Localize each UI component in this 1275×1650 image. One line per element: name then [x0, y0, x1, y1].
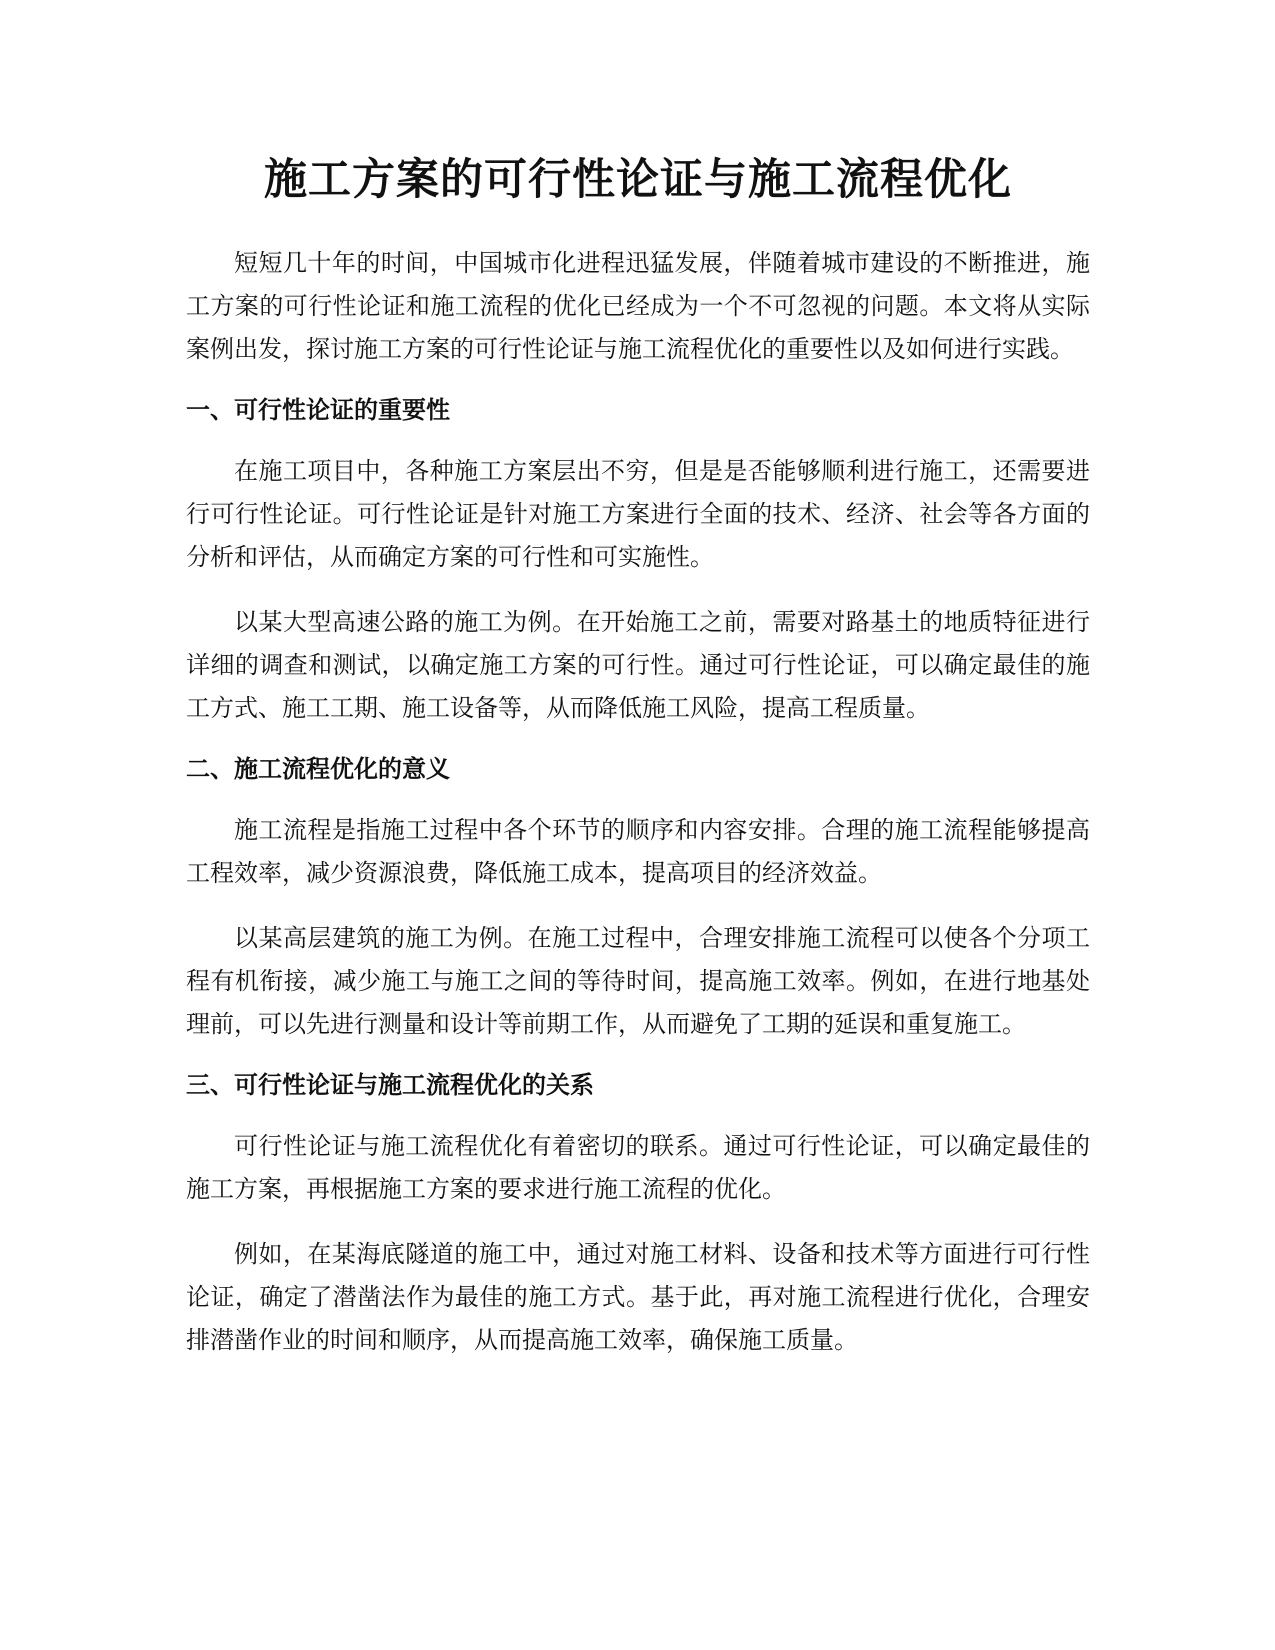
section-1-paragraph-1: 在施工项目中，各种施工方案层出不穷，但是是否能够顺利进行施工，还需要进行可行性论证。可行性论证是针对施工方案进行全面的技术、经济、社会等各方面的分析和评估，从而确定方案的可行性和可实施性。: [186, 457, 1090, 571]
section-2-paragraph-2: 以某高层建筑的施工为例。在施工过程中，合理安排施工流程可以使各个分项工程有机衔接，减少施工与施工之间的等待时间，提高施工效率。例如，在进行地基处理前，可以先进行测量和设计等前期工作，从而避免了工期的延误和重复施工。: [186, 924, 1090, 1038]
section-2-heading: 二、施工流程优化的意义: [186, 755, 450, 783]
section-1-paragraph-2: 以某大型高速公路的施工为例。在开始施工之前，需要对路基土的地质特征进行详细的调查和测试，以确定施工方案的可行性。通过可行性论证，可以确定最佳的施工方式、施工工期、施工设备等，从而降低施工风险，提高工程质量。: [186, 608, 1090, 722]
section-3-heading: 三、可行性论证与施工流程优化的关系: [186, 1071, 594, 1099]
section-3-paragraph-2: 例如，在某海底隧道的施工中，通过对施工材料、设备和技术等方面进行可行性论证，确定了潜凿法作为最佳的施工方式。基于此，再对施工流程进行优化，合理安排潜凿作业的时间和顺序，从而提高施工效率，确保施工质量。: [186, 1240, 1090, 1354]
section-1-heading: 一、可行性论证的重要性: [186, 396, 450, 424]
section-2-paragraph-1: 施工流程是指施工过程中各个环节的顺序和内容安排。合理的施工流程能够提高工程效率，减少资源浪费，降低施工成本，提高项目的经济效益。: [186, 816, 1090, 887]
document-page: [186, 150, 1090, 1362]
section-3-paragraph-1: 可行性论证与施工流程优化有着密切的联系。通过可行性论证，可以确定最佳的施工方案，再根据施工方案的要求进行施工流程的优化。: [186, 1132, 1090, 1203]
intro-paragraph: 短短几十年的时间，中国城市化进程迅猛发展，伴随着城市建设的不断推进，施工方案的可行性论证和施工流程的优化已经成为一个不可忽视的问题。本文将从实际案例出发，探讨施工方案的可行性论证与施工流程优化的重要性以及如何进行实践。: [186, 249, 1090, 363]
document-title: 施工方案的可行性论证与施工流程优化: [264, 155, 1012, 205]
